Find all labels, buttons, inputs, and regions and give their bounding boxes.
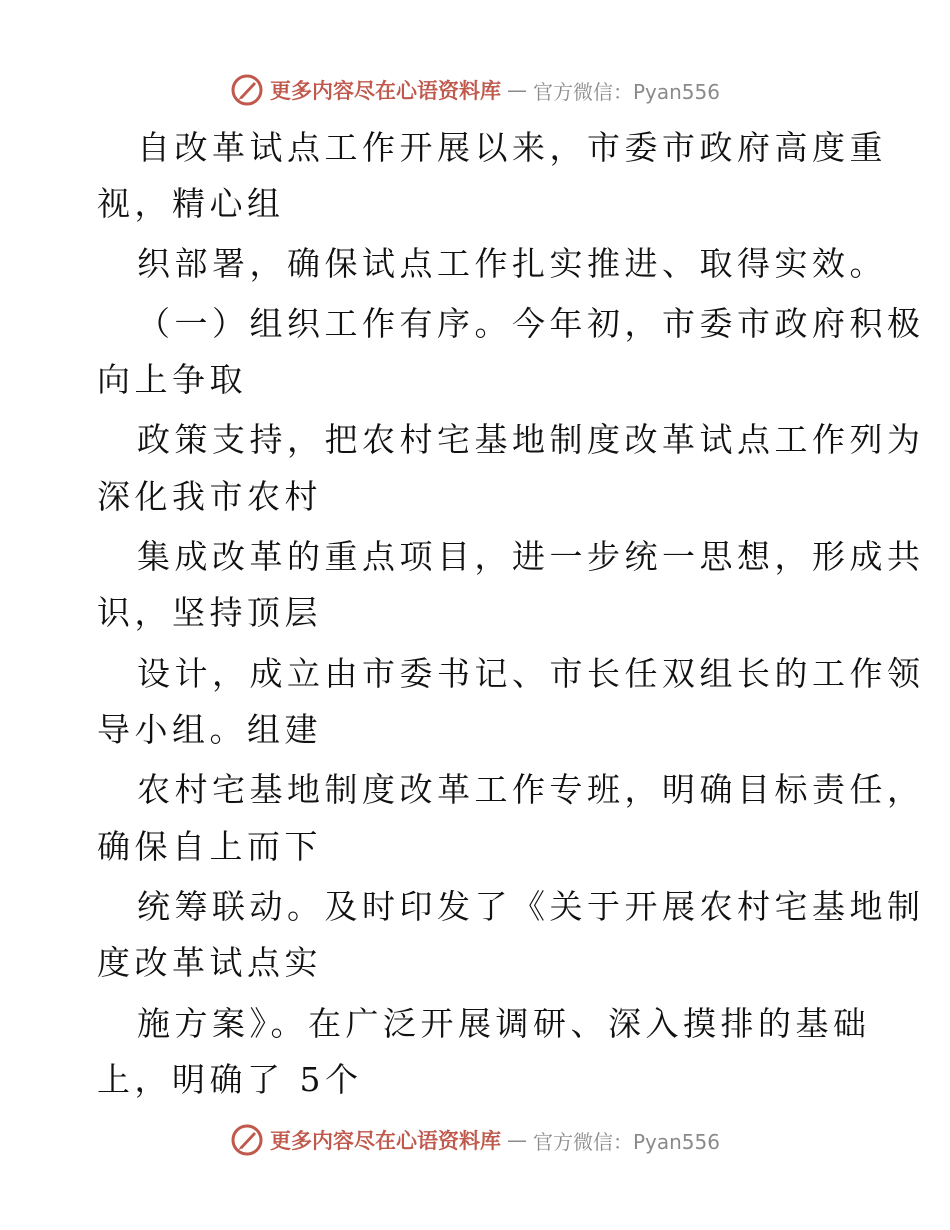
body-line: （一）组织工作有序。今年初，市委市政府积极 <box>137 304 925 343</box>
brand-text: 更多内容尽在心语资料库 <box>269 1128 501 1153</box>
body-line: 施方案》。在广泛开展调研、深入摸排的基础 <box>137 1004 871 1043</box>
body-line: 上，明确了 5个 <box>97 1060 363 1099</box>
body-line: 度改革试点实 <box>97 943 322 982</box>
body-line: 向上争取 <box>97 360 247 399</box>
quill-logo-icon <box>230 73 264 107</box>
brand-text: 更多内容尽在心语资料库 <box>269 78 501 103</box>
body-line: 识，坚持顶层 <box>97 593 322 632</box>
body-line: 织部署，确保试点工作扎实推进、取得实效。 <box>137 244 887 283</box>
body-line: 确保自上而下 <box>97 827 322 866</box>
footer-banner <box>0 1120 950 1160</box>
body-line: 集成改革的重点项目，进一步统一思想，形成共 <box>137 537 925 576</box>
wechat-text: 官方微信：Pyan556 <box>532 1129 720 1154</box>
body-line: 视，精心组 <box>97 184 285 223</box>
banner-dash: — <box>506 1128 527 1152</box>
body-line: 农村宅基地制度改革工作专班，明确目标责任， <box>137 770 925 809</box>
quill-logo-icon <box>230 1123 264 1157</box>
wechat-text: 官方微信：Pyan556 <box>532 79 720 104</box>
body-line: 自改革试点工作开展以来，市委市政府高度重 <box>137 128 887 167</box>
body-line: 政策支持，把农村宅基地制度改革试点工作列为 <box>137 420 925 459</box>
body-line: 设计，成立由市委书记、市长任双组长的工作领 <box>137 654 925 693</box>
body-line: 导小组。组建 <box>97 710 322 749</box>
body-line: 深化我市农村 <box>97 477 322 516</box>
header-banner <box>0 70 950 110</box>
body-line: 统筹联动。及时印发了《关于开展农村宅基地制 <box>137 887 925 926</box>
banner-dash: — <box>506 78 527 102</box>
